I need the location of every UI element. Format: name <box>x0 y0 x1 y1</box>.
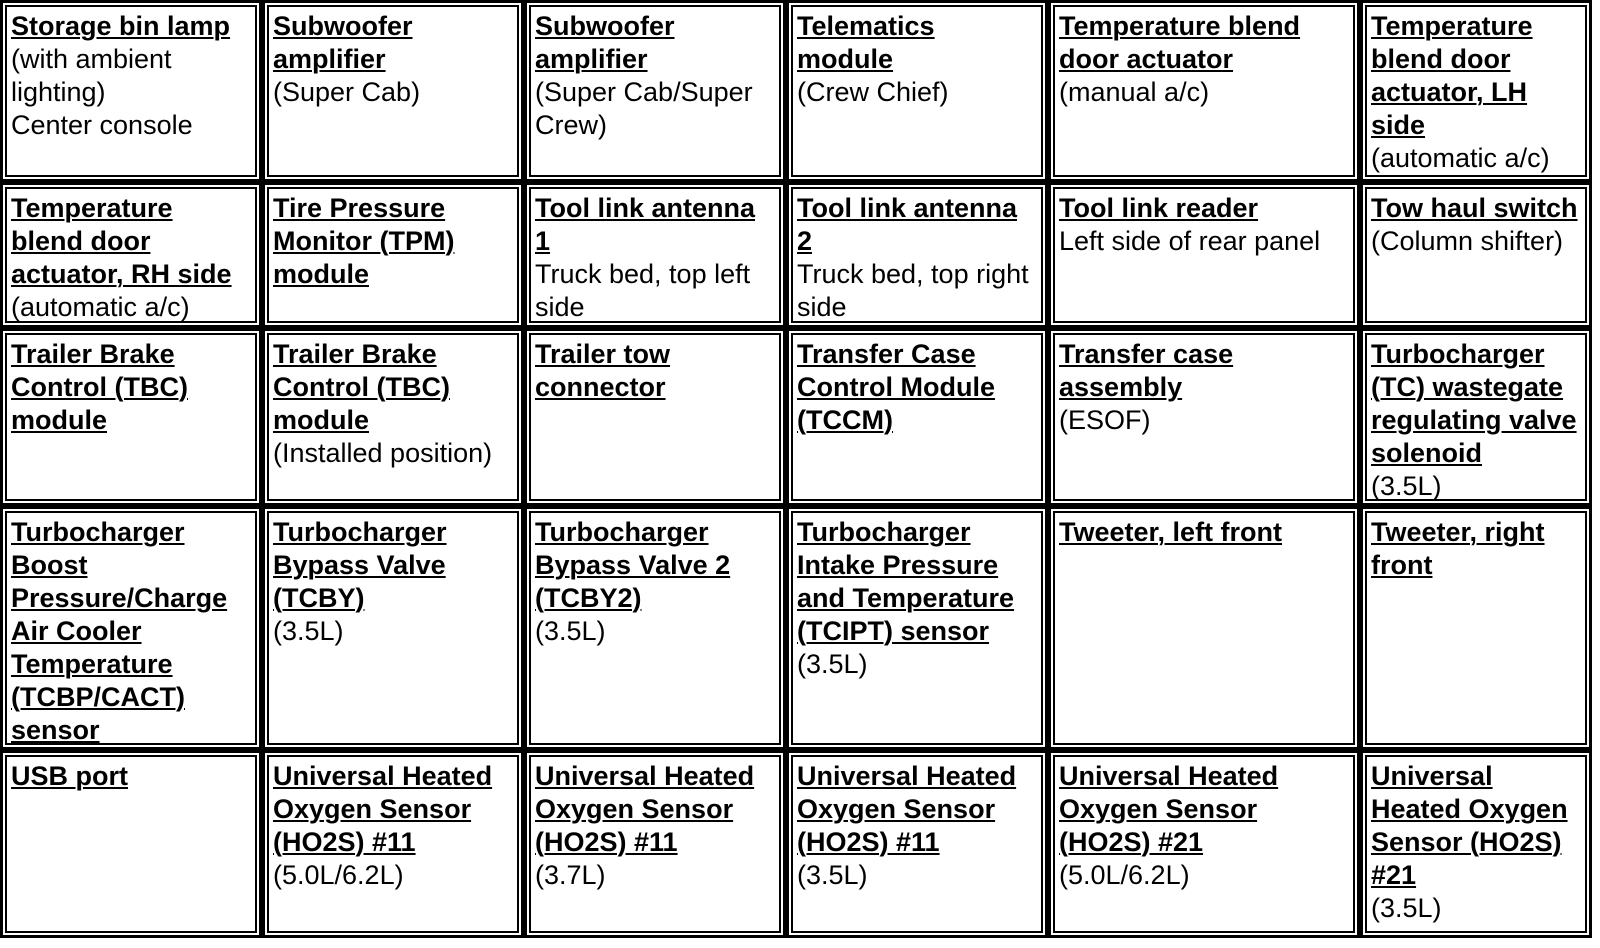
cell-title-link[interactable]: Temperature blend door actuator <box>1059 11 1301 74</box>
cell-description: (automatic a/c) <box>1371 143 1550 173</box>
cell-title-link[interactable]: Trailer Brake Control (TBC) module <box>273 339 450 435</box>
cell-title-link[interactable]: Storage bin lamp <box>11 11 231 41</box>
table-cell[interactable] <box>262 328 524 506</box>
cell-title-link[interactable]: Tire Pressure Monitor (TPM) module <box>273 193 455 289</box>
cell-description: (3.7L) <box>535 860 606 890</box>
cell-title-link[interactable]: Subwoofer amplifier <box>273 11 413 74</box>
table-cell[interactable] <box>262 0 524 182</box>
cell-title-link[interactable]: Universal Heated Oxygen Sensor (HO2S) #11 <box>535 761 755 857</box>
cell-description: (Column shifter) <box>1371 226 1564 256</box>
table-cell[interactable] <box>262 506 524 750</box>
cell-title-link[interactable]: Temperature blend door actuator, RH side <box>11 193 232 289</box>
cell-title-link[interactable]: Universal Heated Oxygen Sensor (HO2S) #11 <box>273 761 493 857</box>
cell-description: (Installed position) <box>273 438 493 468</box>
table-cell[interactable] <box>262 750 524 938</box>
cell-description: (automatic a/c) <box>11 292 190 322</box>
cell-title-link[interactable]: Turbocharger Intake Pressure and Temperature (TCIPT) sensor <box>797 517 1015 646</box>
cell-title-link[interactable]: Transfer case assembly <box>1059 339 1234 402</box>
cell-title-link[interactable]: Subwoofer amplifier <box>535 11 675 74</box>
cell-description: (Crew Chief) <box>797 77 949 107</box>
table-cell[interactable] <box>0 182 262 328</box>
cell-description: (ESOF) <box>1059 405 1151 435</box>
cell-title-link[interactable]: Trailer tow connector <box>535 339 671 402</box>
table-cell[interactable] <box>1048 328 1360 506</box>
cell-title-link[interactable]: Turbocharger Boost Pressure/Charge Air Cooler Temperature (TCBP/CACT) sensor <box>11 517 228 745</box>
cell-title-link[interactable]: Tweeter, left front <box>1059 517 1283 547</box>
table-cell[interactable] <box>1360 750 1592 938</box>
table-cell[interactable] <box>524 328 786 506</box>
cell-title-link[interactable]: Turbocharger Bypass Valve (TCBY) <box>273 517 447 613</box>
table-cell[interactable] <box>1360 506 1592 750</box>
table-cell[interactable] <box>0 506 262 750</box>
cell-description: (5.0L/6.2L) <box>273 860 404 890</box>
cell-title-link[interactable]: Universal Heated Oxygen Sensor (HO2S) #21 <box>1371 761 1568 890</box>
cell-description: (3.5L) <box>273 616 344 646</box>
table-cell[interactable] <box>0 328 262 506</box>
table-cell[interactable] <box>786 328 1048 506</box>
cell-title-link[interactable]: Turbocharger (TC) wastegate regulating valve solenoid <box>1371 339 1577 468</box>
cell-title-link[interactable]: USB port <box>11 761 128 791</box>
cell-description: (Super Cab) <box>273 77 421 107</box>
table-cell[interactable] <box>524 182 786 328</box>
cell-title-link[interactable]: Telematics module <box>797 11 935 74</box>
cell-description: (manual a/c) <box>1059 77 1210 107</box>
table-cell[interactable] <box>0 750 262 938</box>
table-cell[interactable] <box>1048 750 1360 938</box>
table-cell[interactable] <box>0 0 262 182</box>
cell-title-link[interactable]: Trailer Brake Control (TBC) module <box>11 339 188 435</box>
cell-title-link[interactable]: Tow haul switch <box>1371 193 1578 223</box>
table-cell[interactable] <box>1360 328 1592 506</box>
cell-description: (3.5L) <box>797 649 868 679</box>
cell-title-link[interactable]: Universal Heated Oxygen Sensor (HO2S) #11 <box>797 761 1017 857</box>
cell-title-link[interactable]: Tweeter, right front <box>1371 517 1545 580</box>
table-cell[interactable] <box>524 506 786 750</box>
cell-description: (with ambient lighting) Center console <box>11 44 193 140</box>
table-cell[interactable] <box>1048 182 1360 328</box>
cell-title-link[interactable]: Tool link antenna 2 <box>797 193 1018 256</box>
cell-description: (3.5L) <box>797 860 868 890</box>
table-cell[interactable] <box>524 0 786 182</box>
cell-title-link[interactable]: Tool link antenna 1 <box>535 193 756 256</box>
table-cell[interactable] <box>1360 0 1592 182</box>
cell-description: Truck bed, top left side <box>535 259 751 322</box>
table-cell[interactable] <box>1360 182 1592 328</box>
cell-description: (3.5L) <box>1371 471 1442 501</box>
cell-title-link[interactable]: Universal Heated Oxygen Sensor (HO2S) #21 <box>1059 761 1279 857</box>
table-cell[interactable] <box>1048 506 1360 750</box>
cell-description: (3.5L) <box>535 616 606 646</box>
table-cell[interactable] <box>786 506 1048 750</box>
cell-description: (3.5L) <box>1371 893 1442 923</box>
cell-title-link[interactable]: Transfer Case Control Module (TCCM) <box>797 339 995 435</box>
cell-title-link[interactable]: Temperature blend door actuator, LH side <box>1371 11 1533 140</box>
table-cell[interactable] <box>1048 0 1360 182</box>
cell-description: Left side of rear panel <box>1059 226 1321 256</box>
cell-description: (Super Cab/Super Crew) <box>535 77 753 140</box>
table-cell[interactable] <box>786 182 1048 328</box>
cell-description: Truck bed, top right side <box>797 259 1029 322</box>
table-cell[interactable] <box>786 0 1048 182</box>
cell-title-link[interactable]: Turbocharger Bypass Valve 2 (TCBY2) <box>535 517 731 613</box>
table-cell[interactable] <box>524 750 786 938</box>
cell-title-link[interactable]: Tool link reader <box>1059 193 1259 223</box>
cell-description: (5.0L/6.2L) <box>1059 860 1190 890</box>
table-cell[interactable] <box>262 182 524 328</box>
table-cell[interactable] <box>786 750 1048 938</box>
